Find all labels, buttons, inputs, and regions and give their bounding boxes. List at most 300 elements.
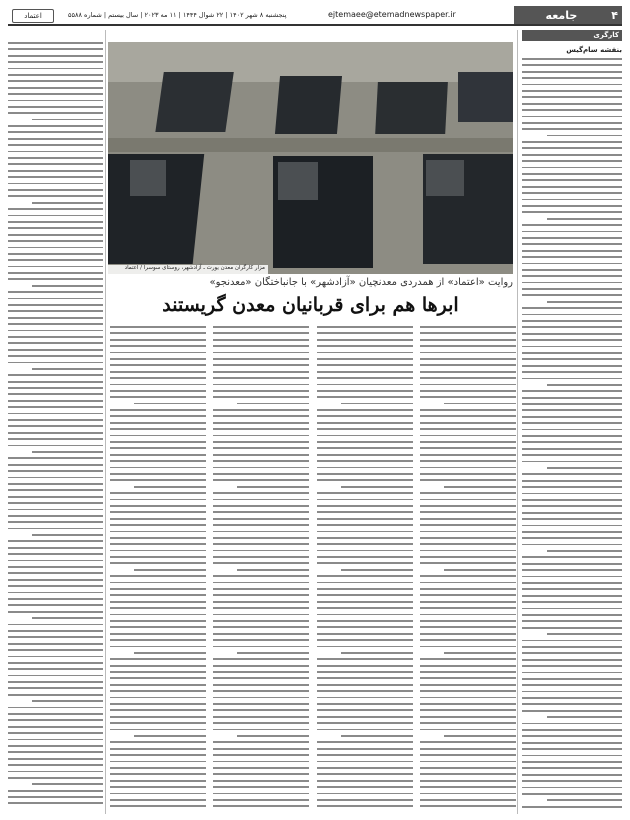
text-line	[8, 131, 103, 133]
text-line	[420, 441, 516, 443]
text-line	[420, 377, 516, 379]
text-line	[522, 416, 622, 418]
text-line	[213, 339, 309, 341]
text-line	[522, 576, 622, 578]
text-line	[317, 677, 413, 679]
text-line	[522, 365, 622, 367]
text-line	[110, 339, 206, 341]
text-line	[213, 671, 309, 673]
text-line	[522, 755, 622, 757]
text-line	[317, 773, 413, 775]
text-line	[110, 716, 206, 718]
text-line	[110, 441, 206, 443]
text-line	[317, 543, 413, 545]
text-line	[317, 607, 413, 609]
text-line	[317, 326, 413, 328]
text-line	[317, 671, 413, 673]
text-line	[522, 320, 622, 322]
text-line	[8, 649, 103, 651]
text-line	[110, 582, 206, 584]
text-line	[8, 266, 103, 268]
text-line	[8, 425, 103, 427]
text-line	[420, 799, 516, 801]
text-line	[110, 384, 206, 386]
text-line	[8, 572, 103, 574]
text-line	[522, 588, 622, 590]
text-line	[110, 697, 206, 699]
text-line	[213, 358, 309, 360]
text-line	[547, 135, 622, 137]
text-line	[8, 457, 103, 459]
text-line	[317, 499, 413, 501]
text-line	[213, 499, 309, 501]
text-line	[522, 282, 622, 284]
text-line	[522, 665, 622, 667]
text-line	[420, 594, 516, 596]
text-line	[522, 486, 622, 488]
text-line	[8, 291, 103, 293]
text-line	[213, 531, 309, 533]
text-line	[522, 403, 622, 405]
byline: بنفشه سام‌گیس	[566, 46, 622, 54]
text-line	[522, 307, 622, 309]
text-line	[8, 719, 103, 721]
text-line	[317, 358, 413, 360]
text-line	[317, 786, 413, 788]
text-line	[522, 646, 622, 648]
text-line	[522, 691, 622, 693]
text-line	[522, 659, 622, 661]
text-line	[420, 511, 516, 513]
text-line	[213, 690, 309, 692]
text-line	[317, 447, 413, 449]
text-line	[420, 741, 516, 743]
text-line	[317, 697, 413, 699]
text-line	[522, 192, 622, 194]
right-column-text	[522, 58, 622, 808]
text-line	[522, 499, 622, 501]
text-line	[317, 646, 413, 648]
text-line	[110, 639, 206, 641]
text-line	[317, 594, 413, 596]
text-line	[420, 505, 516, 507]
text-line	[110, 594, 206, 596]
text-line	[8, 540, 103, 542]
text-line	[341, 652, 413, 654]
text-line	[522, 243, 622, 245]
text-line	[522, 141, 622, 143]
text-line	[522, 71, 622, 73]
text-line	[110, 709, 206, 711]
page-number: ۴	[611, 8, 618, 22]
text-line	[8, 771, 103, 773]
text-line	[110, 358, 206, 360]
text-line	[522, 179, 622, 181]
text-line	[522, 77, 622, 79]
text-line	[213, 709, 309, 711]
text-line	[8, 445, 103, 447]
text-line	[110, 607, 206, 609]
body-column-4	[110, 326, 206, 814]
text-line	[8, 163, 103, 165]
text-line	[110, 435, 206, 437]
text-line	[341, 735, 413, 737]
text-line	[317, 626, 413, 628]
text-line	[420, 639, 516, 641]
text-line	[213, 786, 309, 788]
text-line	[8, 790, 103, 792]
text-line	[522, 601, 622, 603]
text-line	[420, 390, 516, 392]
text-line	[522, 205, 622, 207]
text-line	[32, 119, 103, 121]
text-line	[420, 556, 516, 558]
text-line	[522, 787, 622, 789]
text-line	[522, 429, 622, 431]
text-line	[8, 106, 103, 108]
text-line	[317, 582, 413, 584]
text-line	[8, 662, 103, 664]
text-line	[32, 202, 103, 204]
article-subhead: روایت «اعتماد» از همدردی معدنچیان «آزادشهر» با جانباختگان «معدنجو»	[209, 277, 513, 288]
text-line	[8, 777, 103, 779]
text-line	[213, 371, 309, 373]
text-line	[110, 524, 206, 526]
text-line	[8, 112, 103, 114]
text-line	[8, 355, 103, 357]
text-line	[8, 470, 103, 472]
section-label-box	[514, 6, 622, 24]
section-title: جامعه	[545, 8, 578, 22]
text-line	[8, 272, 103, 274]
text-line	[110, 364, 206, 366]
text-line	[213, 703, 309, 705]
text-line	[213, 780, 309, 782]
text-line	[8, 611, 103, 613]
text-line	[317, 377, 413, 379]
text-line	[522, 614, 622, 616]
text-line	[213, 409, 309, 411]
text-line	[317, 799, 413, 801]
text-line	[8, 221, 103, 223]
text-line	[237, 403, 309, 405]
text-line	[213, 575, 309, 577]
text-line	[420, 531, 516, 533]
text-line	[522, 761, 622, 763]
text-line	[8, 483, 103, 485]
text-line	[213, 754, 309, 756]
text-line	[317, 467, 413, 469]
text-line	[522, 173, 622, 175]
text-line	[8, 374, 103, 376]
text-line	[420, 773, 516, 775]
text-line	[317, 492, 413, 494]
text-line	[213, 447, 309, 449]
text-line	[317, 460, 413, 462]
text-line	[213, 428, 309, 430]
text-line	[237, 735, 309, 737]
body-column-3	[213, 326, 309, 814]
text-line	[522, 199, 622, 201]
text-line	[110, 793, 206, 795]
text-line	[213, 716, 309, 718]
text-line	[134, 652, 206, 654]
text-line	[110, 537, 206, 539]
text-line	[420, 722, 516, 724]
text-line	[317, 620, 413, 622]
text-line	[8, 438, 103, 440]
text-line	[547, 467, 622, 469]
text-line	[317, 703, 413, 705]
text-line	[522, 256, 622, 258]
text-line	[110, 409, 206, 411]
text-line	[522, 263, 622, 265]
gravestones-image	[108, 42, 513, 274]
text-line	[110, 467, 206, 469]
text-line	[110, 332, 206, 334]
text-line	[522, 748, 622, 750]
text-line	[317, 454, 413, 456]
text-line	[213, 415, 309, 417]
text-line	[8, 93, 103, 95]
text-line	[8, 489, 103, 491]
text-line	[213, 677, 309, 679]
text-line	[8, 477, 103, 479]
text-line	[213, 697, 309, 699]
text-line	[522, 326, 622, 328]
text-line	[522, 160, 622, 162]
text-line	[522, 288, 622, 290]
text-line	[110, 677, 206, 679]
text-line	[420, 754, 516, 756]
text-line	[522, 154, 622, 156]
text-line	[8, 656, 103, 658]
text-line	[317, 505, 413, 507]
text-line	[522, 531, 622, 533]
text-line	[110, 556, 206, 558]
text-line	[8, 195, 103, 197]
text-line	[8, 502, 103, 504]
text-line	[110, 460, 206, 462]
text-line	[317, 384, 413, 386]
text-line	[8, 406, 103, 408]
text-line	[8, 227, 103, 229]
text-line	[8, 668, 103, 670]
text-line	[522, 333, 622, 335]
text-line	[522, 723, 622, 725]
text-line	[110, 352, 206, 354]
text-line	[420, 352, 516, 354]
text-line	[317, 684, 413, 686]
text-line	[8, 215, 103, 217]
article-headline: ابرها هم برای قربانیان معدن گریستند	[162, 294, 459, 316]
text-line	[8, 713, 103, 715]
text-line	[213, 639, 309, 641]
text-line	[420, 709, 516, 711]
text-line	[522, 563, 622, 565]
text-line	[317, 396, 413, 398]
text-line	[8, 592, 103, 594]
photo-caption: مزار کارگران معدن یورت ـ آزادشهر، روستای سوسرا / اعتماد	[108, 265, 268, 274]
text-line	[213, 435, 309, 437]
text-line	[110, 646, 206, 648]
text-line	[110, 588, 206, 590]
text-line	[522, 275, 622, 277]
text-line	[341, 403, 413, 405]
text-line	[444, 569, 516, 571]
text-line	[213, 460, 309, 462]
text-line	[110, 505, 206, 507]
text-line	[522, 116, 622, 118]
page-header	[8, 6, 622, 26]
text-line	[522, 314, 622, 316]
text-line	[110, 371, 206, 373]
text-line	[213, 396, 309, 398]
text-line	[237, 652, 309, 654]
text-line	[317, 633, 413, 635]
text-line	[8, 764, 103, 766]
text-line	[420, 524, 516, 526]
text-line	[110, 543, 206, 545]
text-line	[522, 480, 622, 482]
text-line	[8, 745, 103, 747]
text-line	[8, 183, 103, 185]
text-line	[110, 703, 206, 705]
text-line	[522, 697, 622, 699]
text-line	[213, 684, 309, 686]
text-line	[522, 454, 622, 456]
kicker-label: کارگری	[522, 30, 622, 41]
text-line	[522, 569, 622, 571]
text-line	[317, 716, 413, 718]
text-line	[317, 761, 413, 763]
text-line	[8, 694, 103, 696]
text-line	[420, 677, 516, 679]
text-line	[420, 428, 516, 430]
text-line	[110, 601, 206, 603]
text-line	[522, 780, 622, 782]
text-line	[317, 690, 413, 692]
text-line	[317, 793, 413, 795]
text-line	[8, 189, 103, 191]
text-line	[547, 799, 622, 801]
text-line	[110, 499, 206, 501]
text-line	[317, 339, 413, 341]
text-line	[110, 722, 206, 724]
text-line	[522, 537, 622, 539]
text-line	[8, 419, 103, 421]
text-line	[317, 518, 413, 520]
text-line	[8, 393, 103, 395]
text-line	[8, 528, 103, 530]
text-line	[213, 793, 309, 795]
text-line	[420, 697, 516, 699]
text-line	[8, 643, 103, 645]
text-line	[522, 710, 622, 712]
text-line	[8, 247, 103, 249]
text-line	[522, 237, 622, 239]
text-line	[8, 802, 103, 804]
text-line	[110, 690, 206, 692]
text-line	[547, 384, 622, 386]
text-line	[420, 716, 516, 718]
text-line	[317, 479, 413, 481]
text-line	[317, 422, 413, 424]
text-line	[110, 562, 206, 564]
text-line	[110, 422, 206, 424]
text-line	[420, 447, 516, 449]
text-line	[213, 384, 309, 386]
text-line	[522, 358, 622, 360]
text-line	[213, 582, 309, 584]
column-divider	[517, 30, 518, 814]
text-line	[317, 639, 413, 641]
text-line	[522, 525, 622, 527]
text-line	[8, 400, 103, 402]
text-line	[317, 415, 413, 417]
text-line	[110, 415, 206, 417]
text-line	[8, 560, 103, 562]
text-line	[420, 396, 516, 398]
text-line	[420, 748, 516, 750]
text-line	[110, 658, 206, 660]
text-line	[134, 486, 206, 488]
text-line	[420, 646, 516, 648]
text-line	[522, 735, 622, 737]
text-line	[420, 607, 516, 609]
text-line	[317, 371, 413, 373]
text-line	[420, 684, 516, 686]
text-line	[8, 496, 103, 498]
text-line	[213, 773, 309, 775]
text-line	[341, 569, 413, 571]
text-line	[420, 358, 516, 360]
text-line	[8, 100, 103, 102]
text-line	[110, 575, 206, 577]
text-line	[420, 626, 516, 628]
text-line	[317, 332, 413, 334]
text-line	[522, 409, 622, 411]
left-column-text	[8, 42, 103, 814]
text-line	[237, 486, 309, 488]
text-line	[110, 396, 206, 398]
text-line	[213, 614, 309, 616]
section-email[interactable]: ejtemaee@etemadnewspaper.ir	[328, 10, 456, 19]
text-line	[110, 454, 206, 456]
text-line	[110, 754, 206, 756]
text-line	[213, 537, 309, 539]
text-line	[547, 633, 622, 635]
text-line	[317, 550, 413, 552]
text-line	[522, 339, 622, 341]
text-line	[420, 454, 516, 456]
text-line	[213, 473, 309, 475]
text-line	[8, 381, 103, 383]
text-line	[32, 783, 103, 785]
text-line	[8, 151, 103, 153]
text-line	[522, 122, 622, 124]
text-line	[522, 774, 622, 776]
text-line	[420, 620, 516, 622]
text-line	[8, 304, 103, 306]
text-line	[110, 345, 206, 347]
text-line	[420, 435, 516, 437]
text-line	[420, 805, 516, 807]
text-line	[522, 371, 622, 373]
text-line	[420, 518, 516, 520]
text-line	[420, 665, 516, 667]
text-line	[420, 543, 516, 545]
